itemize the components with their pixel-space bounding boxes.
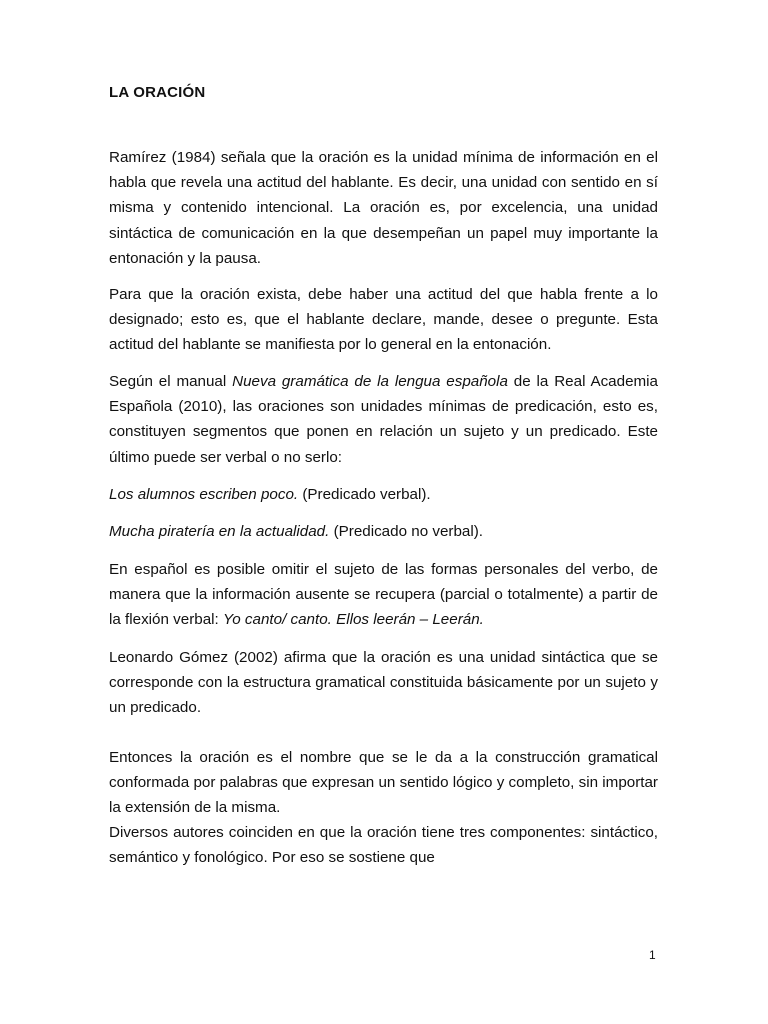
example-sentence: Mucha piratería en la actualidad. [109, 523, 330, 540]
paragraph-componentes: Diversos autores coinciden en que la oración tiene tres componentes: sintáctico, semántico y fonológico. Por eso se sostiene que [109, 824, 658, 867]
paragraph-sujeto-omitido [109, 557, 658, 633]
page-number: 1 [649, 948, 656, 962]
example-label: (Predicado no verbal). [329, 523, 483, 540]
paragraph-sujeto-example: Yo canto/ canto. Ellos leerán – Leerán. [222, 611, 484, 629]
paragraph-rae-rest: de la Real Academia Española (2010), las oraciones son unidades mínimas de predicación, esto es, constituyen segmentos que ponen en relación un sujeto y un predicado. Este último puede ser verbal o no serlo: [109, 373, 658, 466]
paragraph-actitud: Para que la oración exista, debe haber una actitud del que habla frente a lo designado; esto es, que el hablante declare, mande, desee o pregunte. Esta actitud del hablante se manifiesta por lo general en la entonación. [109, 286, 658, 354]
paragraph-ramirez: Ramírez (1984) señala que la oración es la unidad mínima de información en el habla que revela una actitud del hablante. Es decir, una unidad con sentido en sí misma y contenido intencional. La oración es, por excelencia, una unidad sintáctica de comunicación en la que desempeñan un papel muy importante la entonación y la pausa. [109, 149, 658, 267]
paragraph-entonces: Entonces la oración es el nombre que se le da a la construcción gramatical conformada por palabras que expresan un sentido lógico y completo, sin importar la extensión de la misma. [109, 749, 658, 817]
example-sentence: Los alumnos escriben poco. [109, 486, 299, 503]
paragraph-sujeto-text: En español es posible omitir el sujeto de las formas personales del verbo, de manera que la información ausente se recupera (parcial o totalmente) a partir de la flexión verbal: [109, 561, 658, 629]
paragraph-rae [109, 369, 658, 470]
page-title: LA ORACIÓN [109, 84, 206, 101]
example-label: (Predicado verbal). [298, 486, 431, 503]
paragraph-rae-intro: Según el manual [109, 373, 233, 390]
example-predicado-no-verbal [109, 519, 658, 544]
book-title: Nueva gramática de la lengua española [232, 373, 508, 390]
paragraph-gomez: Leonardo Gómez (2002) afirma que la oración es una unidad sintáctica que se corresponde con la estructura gramatical constituida básicamente por un sujeto y un predicado. [109, 649, 658, 717]
example-predicado-verbal [109, 482, 658, 507]
